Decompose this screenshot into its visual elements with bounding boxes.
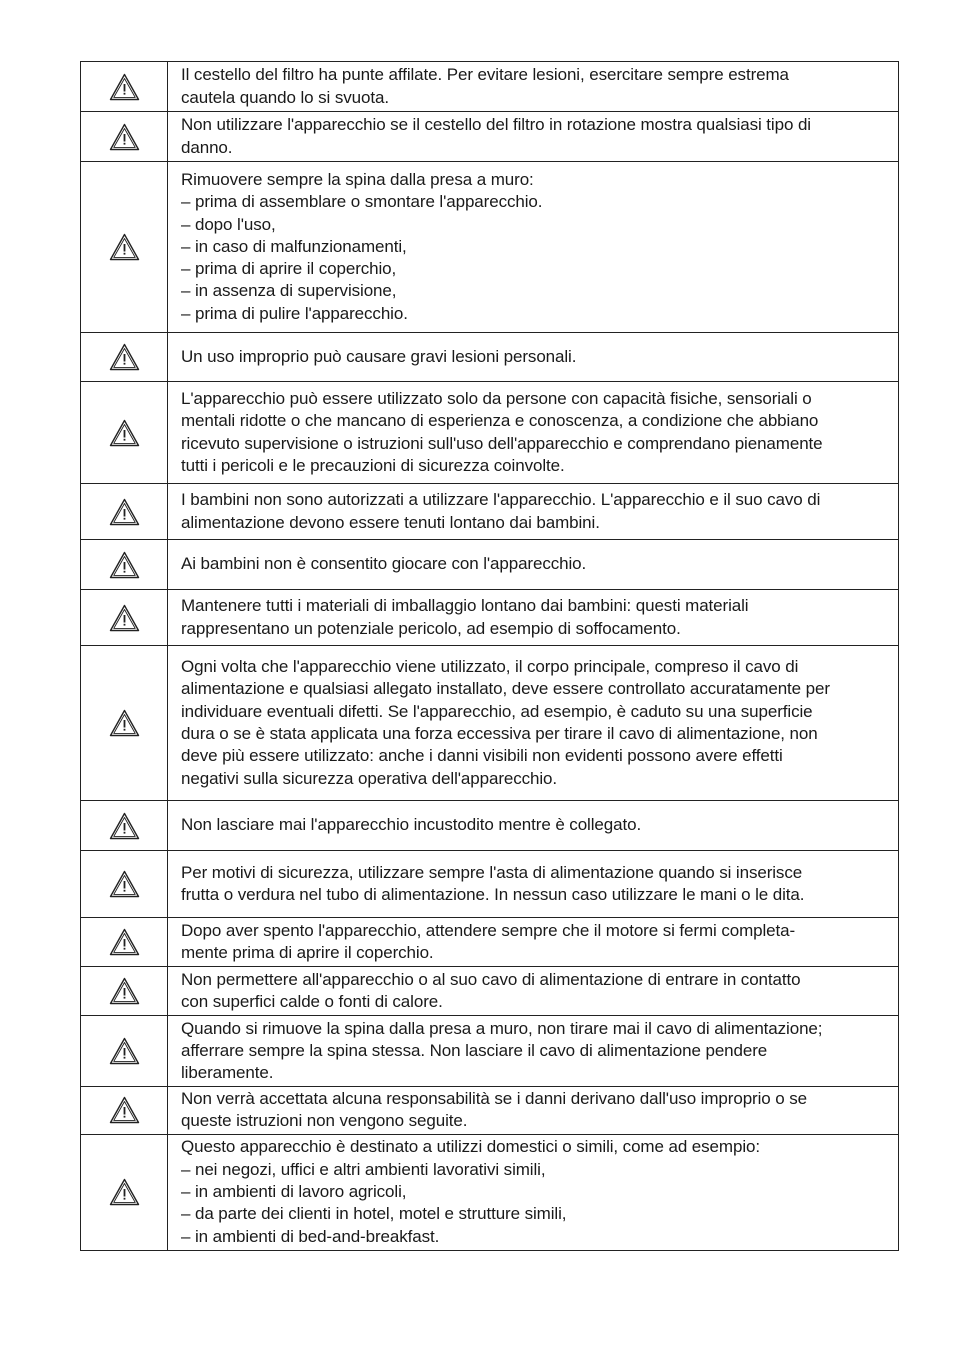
warning-text-line: Rimuovere sempre la spina dalla presa a muro: [181, 169, 534, 189]
warning-text-line: – prima di aprire il coperchio, [181, 259, 397, 279]
warning-text-line: Non utilizzare l'apparecchio se il cestello del filtro in rotazione mostra qualsiasi tipo di [181, 115, 811, 135]
safety-warnings-table [80, 61, 899, 1251]
warning-row [81, 484, 899, 540]
warning-text-line: Non verrà accettata alcuna responsabilità se i danni derivano dall'uso improprio o se [181, 1089, 807, 1108]
warning-text-line: – in ambienti di lavoro agricoli, [181, 1181, 407, 1201]
warning-icon-cell [81, 1087, 168, 1135]
warning-triangle-icon [109, 551, 140, 579]
warning-row [81, 1087, 899, 1135]
warning-icon-cell [81, 1134, 168, 1250]
warning-row [81, 646, 899, 801]
warning-text [168, 382, 899, 484]
warning-text-line: Un uso improprio può causare gravi lesioni personali. [181, 346, 577, 366]
warning-triangle-icon [109, 977, 140, 1005]
warning-text [168, 333, 899, 382]
warning-row [81, 112, 899, 162]
warning-text [168, 1016, 899, 1087]
warning-text [168, 1134, 899, 1250]
warning-triangle-icon [109, 1037, 140, 1065]
warning-text [168, 590, 899, 646]
warning-triangle-icon [109, 1096, 140, 1124]
warning-text [168, 851, 899, 918]
warning-text [168, 1087, 899, 1135]
warning-text-line: Per motivi di sicurezza, utilizzare sempre l'asta di alimentazione quando si inserisce [181, 862, 803, 882]
warning-text [168, 646, 899, 801]
warning-row [81, 62, 899, 112]
warning-text-line: cautela quando lo si svuota. [181, 87, 389, 107]
warning-icon-cell [81, 62, 168, 112]
warning-text-line: rappresentano un potenziale pericolo, ad esempio di soffocamento. [181, 618, 681, 638]
warning-text-line: afferrare sempre la spina stessa. Non lasciare il cavo di alimentazione pendere [181, 1040, 768, 1060]
warning-icon-cell [81, 382, 168, 484]
warning-text [168, 112, 899, 162]
warning-text-line: alimentazione e qualsiasi allegato installato, deve essere controllato accuratamente per [181, 679, 830, 699]
warning-icon-cell [81, 162, 168, 333]
warning-text-line: ricevuto supervisione o istruzioni sull'uso dell'apparecchio e comprendano pienamente [181, 433, 823, 453]
warning-triangle-icon [109, 709, 140, 737]
warning-row [81, 967, 899, 1016]
warning-triangle-icon [109, 870, 140, 898]
warning-row [81, 1134, 899, 1250]
warning-icon-cell [81, 646, 168, 801]
warning-icon-cell [81, 333, 168, 382]
warning-icon-cell [81, 851, 168, 918]
warning-row [81, 382, 899, 484]
warning-text-line: con superfici calde o fonti di calore. [181, 992, 443, 1011]
warning-text [168, 540, 899, 590]
warning-text [168, 918, 899, 967]
warning-text-line: tutti i pericoli e le precauzioni di sicurezza coinvolte. [181, 455, 565, 475]
warning-text-line: Non permettere all'apparecchio o al suo cavo di alimentazione di entrare in contatto [181, 969, 801, 989]
warning-text-line: – prima di pulire l'apparecchio. [181, 303, 408, 323]
warning-triangle-icon [109, 123, 140, 151]
warning-text-line: mente prima di aprire il coperchio. [181, 943, 434, 962]
warning-triangle-icon [109, 233, 140, 261]
warning-icon-cell [81, 801, 168, 851]
warning-text-line: Ogni volta che l'apparecchio viene utilizzato, il corpo principale, compreso il cavo di [181, 657, 799, 677]
warning-triangle-icon [109, 343, 140, 371]
warning-text-line: L'apparecchio può essere utilizzato solo da persone con capacità fisiche, sensoriali o [181, 388, 812, 408]
warning-text-line: Mantenere tutti i materiali di imballaggio lontano dai bambini: questi materiali [181, 596, 749, 616]
warning-text-line: liberamente. [181, 1063, 274, 1083]
warning-text-line: negativi sulla sicurezza operativa dell'apparecchio. [181, 768, 558, 788]
warning-triangle-icon [109, 812, 140, 840]
warning-text [168, 162, 899, 333]
warning-text-line: – nei negozi, uffici e altri ambienti lavorativi simili, [181, 1159, 546, 1179]
warning-text-line: I bambini non sono autorizzati a utilizzare l'apparecchio. L'apparecchio e il suo cavo di [181, 490, 821, 510]
warning-row [81, 1016, 899, 1087]
warning-triangle-icon [109, 928, 140, 956]
warning-row [81, 540, 899, 590]
warning-text-line: frutta o verdura nel tubo di alimentazione. In nessun caso utilizzare le mani o le dita. [181, 885, 805, 904]
warning-text [168, 484, 899, 540]
warning-text-line: dura o se è stata applicata una forza eccessiva per tirare il cavo di alimentazione, non [181, 724, 818, 743]
warning-text-line: mentali ridotte o che mancano di esperienza e conoscenza, a condizione che abbiano [181, 411, 819, 431]
warning-text-line: Dopo aver spento l'apparecchio, attendere sempre che il motore si fermi completa- [181, 920, 796, 940]
warning-icon-cell [81, 1016, 168, 1087]
warning-text-line: Il cestello del filtro ha punte affilate. Per evitare lesioni, esercitare sempre estrema [181, 65, 789, 85]
warning-icon-cell [81, 484, 168, 540]
warning-icon-cell [81, 112, 168, 162]
warning-triangle-icon [109, 73, 140, 101]
warning-text-line: Questo apparecchio è destinato a utilizzi domestici o simili, come ad esempio: [181, 1137, 760, 1157]
warning-icon-cell [81, 590, 168, 646]
warning-text-line: Ai bambini non è consentito giocare con l'apparecchio. [181, 554, 587, 574]
warning-text-line: – in ambienti di bed-and-breakfast. [181, 1226, 440, 1246]
warning-text-line: – in caso di malfunzionamenti, [181, 236, 407, 256]
warning-row [81, 918, 899, 967]
warning-row [81, 801, 899, 851]
warning-text [168, 62, 899, 112]
warning-icon-cell [81, 967, 168, 1016]
warning-text-line: – prima di assemblare o smontare l'apparecchio. [181, 192, 543, 212]
warning-text-line: – da parte dei clienti in hotel, motel e strutture simili, [181, 1204, 567, 1224]
warning-text-line: danno. [181, 137, 233, 157]
warning-row [81, 590, 899, 646]
warning-row [81, 162, 899, 333]
warning-text [168, 801, 899, 851]
warning-icon-cell [81, 540, 168, 590]
warning-text-line: Non lasciare mai l'apparecchio incustodito mentre è collegato. [181, 815, 642, 835]
warning-triangle-icon [109, 1178, 140, 1206]
warning-icon-cell [81, 918, 168, 967]
warning-text [168, 967, 899, 1016]
warning-text-line: – in assenza di supervisione, [181, 281, 397, 301]
warnings-body [81, 62, 899, 1251]
warning-text-line: deve più essere utilizzato: anche i danni visibili non evidenti possono avere effetti [181, 746, 783, 766]
warning-text-line: Quando si rimuove la spina dalla presa a muro, non tirare mai il cavo di alimentazione; [181, 1018, 823, 1038]
warning-text-line: alimentazione devono essere tenuti lontano dai bambini. [181, 512, 600, 532]
warning-triangle-icon [109, 498, 140, 526]
warning-triangle-icon [109, 604, 140, 632]
warning-triangle-icon [109, 419, 140, 447]
warning-text-line: queste istruzioni non vengono seguite. [181, 1111, 468, 1131]
warning-row [81, 851, 899, 918]
warning-row [81, 333, 899, 382]
warning-text-line: individuare eventuali difetti. Se l'apparecchio, ad esempio, è caduto su una superficie [181, 701, 813, 721]
warning-text-line: – dopo l'uso, [181, 214, 276, 234]
